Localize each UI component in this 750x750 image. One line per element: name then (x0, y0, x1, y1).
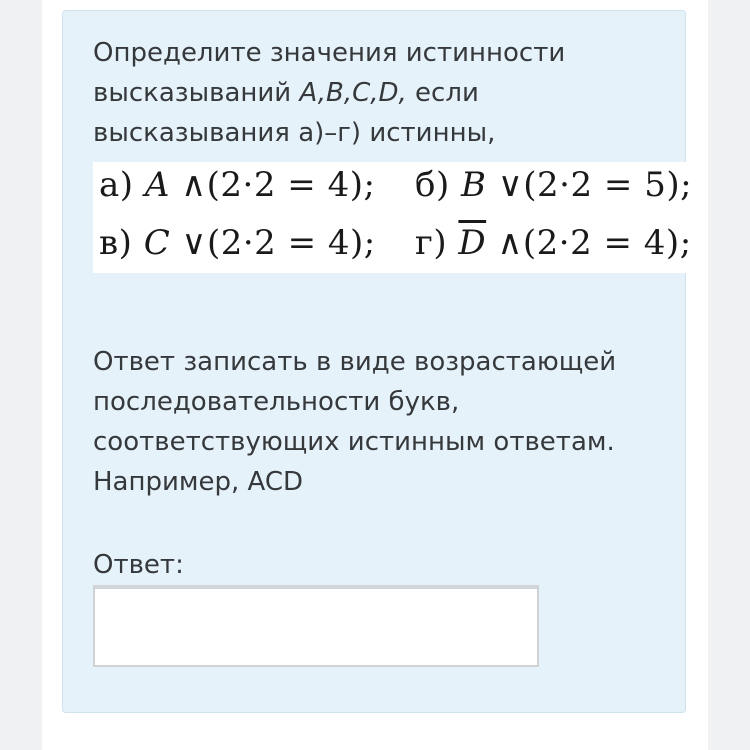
and-operator-icon: ∧ (497, 223, 523, 263)
formula-v-expr: (2·2 = 4); (206, 223, 376, 263)
question-text (93, 33, 673, 153)
formula-a-var: A (144, 165, 170, 205)
answer-input[interactable] (93, 585, 539, 667)
instruction-line-4: Например, ACD (93, 467, 304, 497)
formula-b-expr: (2·2 = 5); (523, 165, 693, 205)
formula-b (415, 165, 692, 205)
formula-image (93, 162, 693, 273)
question-line-2-suffix: если (406, 78, 479, 108)
formula-v-var: C (143, 223, 171, 263)
instruction-line-3: соответствующих истинным ответам. (93, 427, 615, 457)
formula-a-label: а) (99, 165, 134, 205)
formula-a-expr: (2·2 = 4); (206, 165, 376, 205)
and-operator-icon: ∧ (181, 165, 207, 205)
formula-v (99, 223, 376, 263)
question-line-2 (93, 73, 673, 113)
question-line-2-prefix: высказываний (93, 78, 300, 108)
formula-v-label: в) (99, 223, 133, 263)
answer-label: Ответ: (93, 550, 184, 580)
answer-instructions (93, 342, 673, 502)
formula-g-var-negated: $\overline{D}$ (458, 223, 487, 263)
question-line-3: высказывания а)–г) истинны, (93, 118, 496, 148)
instruction-line-2: последовательности букв, (93, 387, 460, 417)
formula-g-expr: (2·2 = 4); (522, 223, 692, 263)
statement-variables: A,B,C,D, (299, 78, 407, 108)
formula-a (99, 165, 375, 205)
or-operator-icon: ∨ (181, 223, 207, 263)
or-operator-icon: ∨ (497, 165, 524, 205)
question-card (62, 10, 693, 713)
question-line-1: Определите значения истинности (93, 38, 566, 68)
formula-g-label: г) (415, 223, 448, 263)
formula-b-var: B (461, 165, 487, 205)
formula-g (415, 223, 692, 263)
instruction-line-1: Ответ записать в виде возрастающей (93, 347, 617, 377)
formula-b-label: б) (415, 165, 450, 205)
